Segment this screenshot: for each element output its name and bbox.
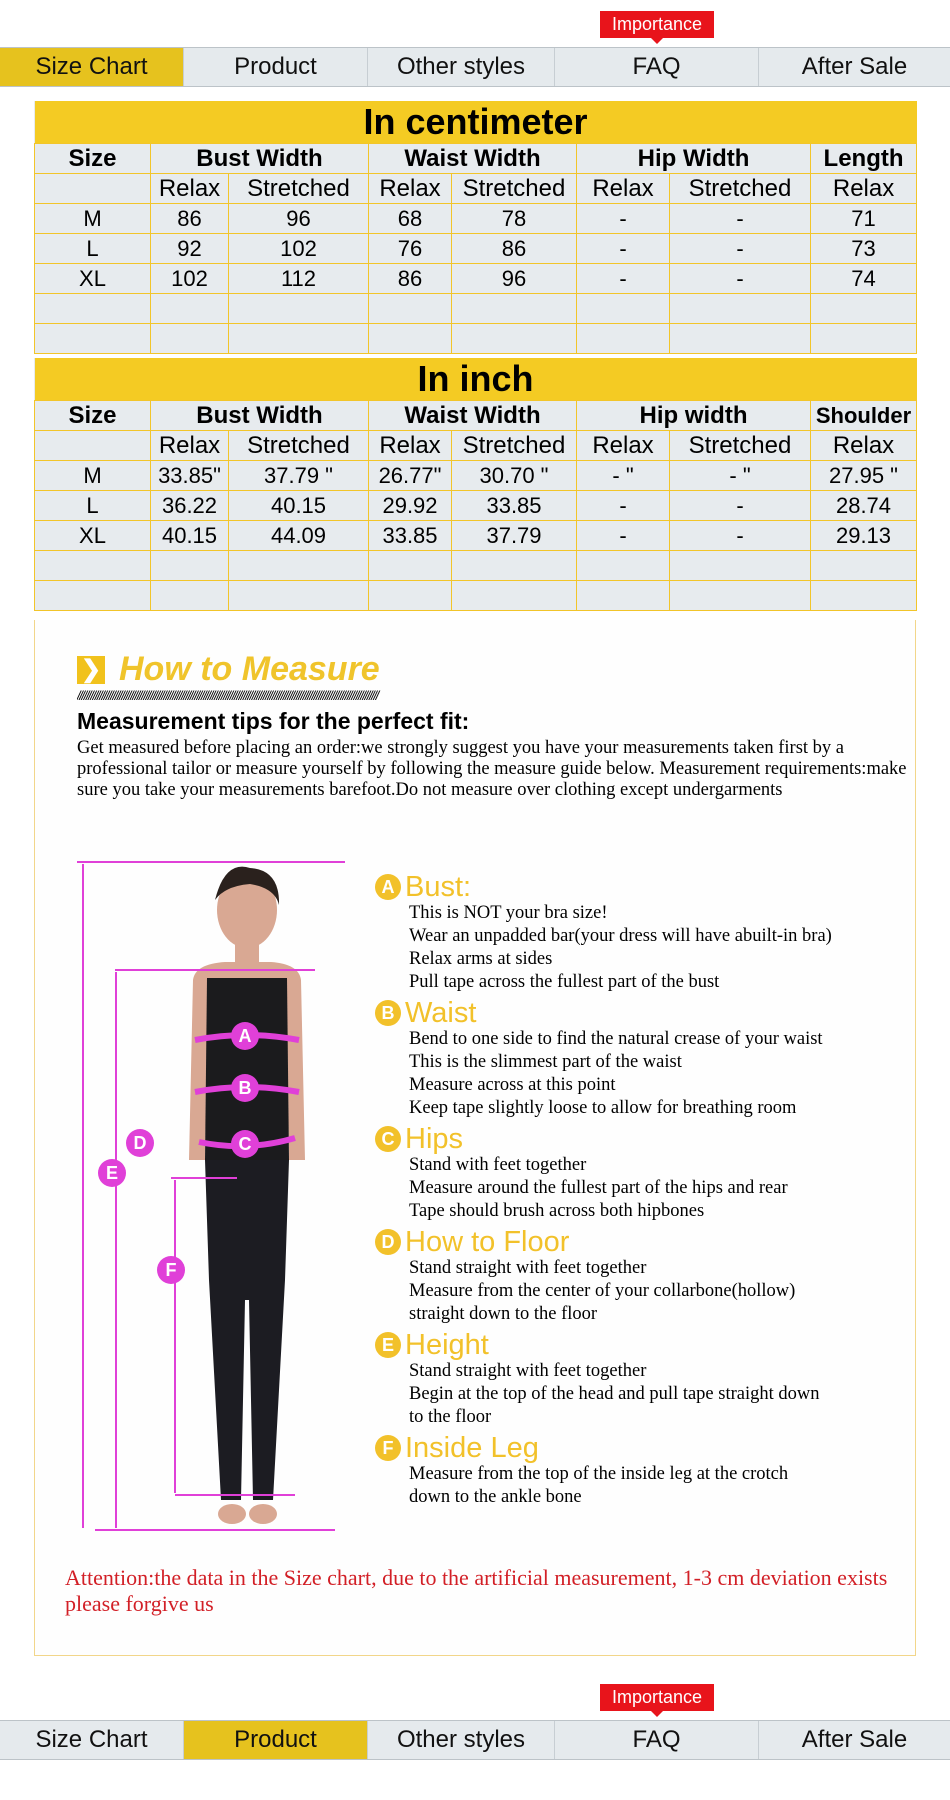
subheader-cell: Relax — [369, 174, 452, 204]
value-cell: 96 — [229, 204, 369, 234]
empty-cell — [452, 581, 577, 611]
table-row — [35, 521, 917, 551]
header-size: Size — [35, 144, 151, 174]
value-cell: 102 — [229, 234, 369, 264]
table-row — [35, 461, 917, 491]
instruction-line: Relax arms at sides — [409, 949, 553, 969]
attention-note: Attention:the data in the Size chart, due to the artificial measurement, 1-3 cm deviation exists please forgive us — [65, 1565, 888, 1616]
header-hip: Hip width — [577, 401, 811, 431]
step-heading — [375, 1433, 915, 1463]
subheader-cell — [35, 431, 151, 461]
table-row — [35, 204, 917, 234]
table-row — [35, 234, 917, 264]
model-silhouette — [189, 867, 305, 1524]
step-name: How to Floor — [405, 1225, 570, 1258]
value-cell: 78 — [452, 204, 577, 234]
value-cell: 86 — [452, 234, 577, 264]
instruction-line: Keep tape slightly loose to allow for breathing room — [409, 1098, 797, 1118]
header-shoulder: Shoulder — [811, 401, 917, 431]
empty-cell — [369, 294, 452, 324]
empty-cell — [229, 294, 369, 324]
size-table-cm — [34, 101, 917, 354]
subheader-cell: Relax — [151, 174, 229, 204]
instruction-line: This is NOT your bra size! — [409, 903, 608, 923]
value-cell: 76 — [369, 234, 452, 264]
tab-size-chart[interactable]: Size Chart — [0, 1721, 184, 1759]
empty-cell — [811, 294, 917, 324]
table-title: In inch — [35, 358, 917, 401]
marker-label-f: F — [165, 1260, 177, 1280]
tab-other-styles[interactable]: Other styles — [368, 48, 555, 86]
value-cell: 102 — [151, 264, 229, 294]
value-cell: 33.85" — [151, 461, 229, 491]
empty-row — [35, 551, 917, 581]
instruction-line: down to the ankle bone — [409, 1487, 582, 1507]
step-instructions — [409, 902, 915, 994]
measure-step — [375, 1433, 915, 1509]
top-navigation — [0, 0, 950, 92]
step-name: Waist — [405, 996, 477, 1029]
header-bust: Bust Width — [151, 144, 369, 174]
instruction-line: Measure from the center of your collarbone(hollow) — [409, 1281, 796, 1301]
empty-cell — [35, 551, 151, 581]
step-name: Bust: — [405, 870, 472, 903]
decorative-slashes: //////////////////////////////////////////////////////////////////////////////////////////////////////////////////////////////////////// — [77, 688, 378, 702]
empty-cell — [577, 551, 670, 581]
tab-faq[interactable]: FAQ — [555, 48, 759, 86]
value-cell: 27.95 " — [811, 461, 917, 491]
empty-row — [35, 294, 917, 324]
size-cell: XL — [35, 264, 151, 294]
instruction-line: Stand straight with feet together — [409, 1258, 647, 1278]
header-bust: Bust Width — [151, 401, 369, 431]
empty-cell — [369, 581, 452, 611]
marker-label-b: B — [238, 1078, 252, 1098]
value-cell: - — [670, 521, 811, 551]
value-cell: 92 — [151, 234, 229, 264]
instruction-line: Measure from the top of the inside leg at the crotch — [409, 1464, 789, 1484]
measure-step — [375, 1330, 915, 1429]
header-waist: Waist Width — [369, 401, 577, 431]
how-to-measure-title: How to Measure — [119, 650, 380, 688]
instruction-line: Measure across at this point — [409, 1075, 616, 1095]
empty-row — [35, 324, 917, 354]
table-row — [35, 264, 917, 294]
value-cell: - — [577, 264, 670, 294]
tab-after-sale[interactable]: After Sale — [801, 1726, 908, 1753]
value-cell: 28.74 — [811, 491, 917, 521]
instruction-line: Measure around the fullest part of the hips and rear — [409, 1178, 788, 1198]
value-cell: 68 — [369, 204, 452, 234]
value-cell: - " — [670, 461, 811, 491]
value-cell: 33.85 — [369, 521, 452, 551]
step-heading — [375, 872, 915, 902]
step-instructions — [409, 1028, 915, 1120]
subheader-row — [35, 174, 917, 204]
letter-circle-icon: E — [375, 1332, 401, 1358]
letter-circle-icon: B — [375, 1000, 401, 1026]
subheader-cell: Stretched — [452, 174, 577, 204]
value-cell: - — [577, 491, 670, 521]
tips-body: Get measured before placing an order:we strongly suggest you have your measurements taken first by a professional tailor or measure yourself by following the measure guide below. Measurement requirements:make sure you take your measurements barefoot.Do not measure over clothing except undergarments — [77, 738, 907, 800]
value-cell: - " — [577, 461, 670, 491]
value-cell: 33.85 — [452, 491, 577, 521]
instruction-line: Pull tape across the fullest part of the bust — [409, 972, 720, 992]
size-cell: L — [35, 491, 151, 521]
measurement-steps — [375, 872, 915, 1513]
letter-circle-icon: F — [375, 1435, 401, 1461]
value-cell: 73 — [811, 234, 917, 264]
instruction-line: Wear an unpadded bar(your dress will have abuilt-in bra) — [409, 926, 832, 946]
letter-circle-icon: A — [375, 874, 401, 900]
measure-step — [375, 1124, 915, 1223]
step-heading — [375, 1227, 915, 1257]
value-cell: 29.13 — [811, 521, 917, 551]
empty-cell — [151, 581, 229, 611]
subheader-cell: Relax — [369, 431, 452, 461]
letter-circle-icon: C — [375, 1126, 401, 1152]
empty-cell — [670, 294, 811, 324]
tab-product[interactable]: Product — [184, 48, 368, 86]
value-cell: - — [670, 234, 811, 264]
size-table-inch — [34, 358, 917, 611]
value-cell: - — [670, 264, 811, 294]
value-cell: 71 — [811, 204, 917, 234]
size-cell: M — [35, 461, 151, 491]
empty-cell — [811, 551, 917, 581]
value-cell: 112 — [229, 264, 369, 294]
empty-cell — [577, 324, 670, 354]
empty-cell — [35, 324, 151, 354]
instruction-line: Stand with feet together — [409, 1155, 587, 1175]
tab-other-styles[interactable]: Other styles — [368, 1721, 555, 1759]
step-heading — [375, 1330, 915, 1360]
size-cell: L — [35, 234, 151, 264]
step-name: Hips — [405, 1122, 464, 1155]
empty-cell — [35, 581, 151, 611]
tab-after-sale[interactable]: After Sale — [801, 53, 908, 80]
marker-label-a: A — [238, 1026, 252, 1046]
instruction-line: to the floor — [409, 1407, 492, 1427]
subheader-cell: Relax — [811, 431, 917, 461]
value-cell: - — [577, 234, 670, 264]
value-cell: 36.22 — [151, 491, 229, 521]
table-body — [35, 204, 917, 354]
empty-cell — [452, 324, 577, 354]
tab-faq[interactable]: FAQ — [555, 1721, 759, 1759]
how-to-measure-heading — [77, 650, 380, 689]
importance-badge: Importance — [600, 11, 714, 38]
marker-label-c: C — [238, 1134, 252, 1154]
empty-cell — [229, 551, 369, 581]
subheader-cell: Stretched — [229, 431, 369, 461]
instruction-line: This is the slimmest part of the waist — [409, 1052, 682, 1072]
empty-cell — [670, 581, 811, 611]
value-cell: - — [577, 204, 670, 234]
instruction-line: Stand straight with feet together — [409, 1361, 647, 1381]
value-cell: 29.92 — [369, 491, 452, 521]
empty-cell — [229, 324, 369, 354]
empty-cell — [811, 581, 917, 611]
value-cell: 96 — [452, 264, 577, 294]
empty-cell — [151, 324, 229, 354]
instruction-line: Begin at the top of the head and pull tape straight down — [409, 1384, 820, 1404]
step-heading — [375, 1124, 915, 1154]
empty-cell — [229, 581, 369, 611]
size-cell: M — [35, 204, 151, 234]
step-instructions — [409, 1463, 915, 1509]
empty-cell — [577, 581, 670, 611]
measurement-figure — [75, 860, 375, 1540]
subheader-cell: Relax — [577, 431, 670, 461]
instruction-line: Bend to one side to find the natural crease of your waist — [409, 1029, 823, 1049]
subheader-row — [35, 431, 917, 461]
empty-row — [35, 581, 917, 611]
empty-cell — [452, 294, 577, 324]
size-cell: XL — [35, 521, 151, 551]
empty-cell — [369, 551, 452, 581]
value-cell: 30.70 " — [452, 461, 577, 491]
tab-bar — [0, 1720, 950, 1760]
step-instructions — [409, 1257, 915, 1326]
instruction-line: Tape should brush across both hipbones — [409, 1201, 705, 1221]
value-cell: - — [670, 491, 811, 521]
bottom-navigation — [0, 1666, 950, 1758]
header-hip: Hip Width — [577, 144, 811, 174]
instruction-line: straight down to the floor — [409, 1304, 598, 1324]
marker-label-d: D — [133, 1133, 147, 1153]
header-length: Length — [811, 144, 917, 174]
step-instructions — [409, 1360, 915, 1429]
empty-cell — [670, 551, 811, 581]
step-instructions — [409, 1154, 915, 1223]
step-name: Inside Leg — [405, 1431, 539, 1464]
value-cell: 86 — [151, 204, 229, 234]
value-cell: 44.09 — [229, 521, 369, 551]
tips-title: Measurement tips for the perfect fit: — [77, 708, 470, 734]
subheader-cell: Relax — [811, 174, 917, 204]
subheader-cell: Relax — [151, 431, 229, 461]
value-cell: 26.77" — [369, 461, 452, 491]
value-cell: 40.15 — [229, 491, 369, 521]
empty-cell — [811, 324, 917, 354]
empty-cell — [369, 324, 452, 354]
measure-step — [375, 998, 915, 1120]
chevron-right-icon: ❯ — [77, 656, 105, 684]
subheader-cell: Stretched — [670, 174, 811, 204]
tab-size-chart[interactable]: Size Chart — [0, 48, 184, 86]
table-title: In centimeter — [35, 101, 917, 144]
value-cell: 37.79 " — [229, 461, 369, 491]
importance-badge: Importance — [600, 1684, 714, 1711]
table-body — [35, 461, 917, 611]
value-cell: - — [670, 204, 811, 234]
value-cell: 37.79 — [452, 521, 577, 551]
tab-bar — [0, 47, 950, 87]
value-cell: 74 — [811, 264, 917, 294]
letter-circle-icon: D — [375, 1229, 401, 1255]
header-waist: Waist Width — [369, 144, 577, 174]
empty-cell — [452, 551, 577, 581]
subheader-cell: Relax — [577, 174, 670, 204]
empty-cell — [35, 294, 151, 324]
value-cell: - — [577, 521, 670, 551]
empty-cell — [670, 324, 811, 354]
header-size: Size — [35, 401, 151, 431]
value-cell: 86 — [369, 264, 452, 294]
subheader-cell: Stretched — [670, 431, 811, 461]
measure-step — [375, 1227, 915, 1326]
step-heading — [375, 998, 915, 1028]
subheader-cell: Stretched — [452, 431, 577, 461]
subheader-cell — [35, 174, 151, 204]
tab-product[interactable]: Product — [184, 1721, 368, 1759]
how-to-measure-panel — [34, 620, 916, 1656]
step-name: Height — [405, 1328, 489, 1361]
measure-step — [375, 872, 915, 994]
empty-cell — [151, 551, 229, 581]
empty-cell — [151, 294, 229, 324]
value-cell: 40.15 — [151, 521, 229, 551]
table-row — [35, 491, 917, 521]
subheader-cell: Stretched — [229, 174, 369, 204]
marker-label-e: E — [105, 1163, 119, 1183]
empty-cell — [577, 294, 670, 324]
